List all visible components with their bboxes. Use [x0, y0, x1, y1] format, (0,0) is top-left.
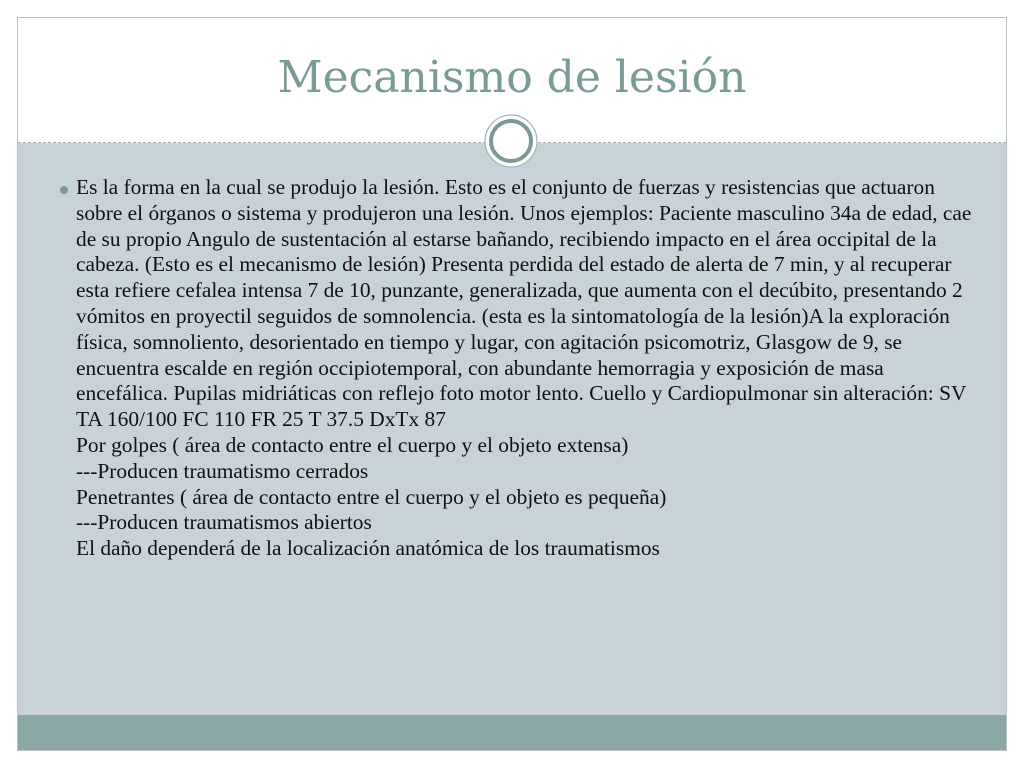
- bullet-item: [60, 175, 980, 562]
- content-area: [18, 143, 1006, 715]
- bullet-line-penetrantes: Penetrantes ( área de contacto entre el cuerpo y el objeto es pequeña): [76, 484, 667, 509]
- footer-band: [18, 715, 1006, 750]
- bullet-line-dano: El daño dependerá de la localización anatómica de los traumatismos: [76, 536, 660, 561]
- bullet-line-abiertos: ---Producen traumatismos abiertos: [76, 510, 372, 535]
- bullet-text: [76, 175, 980, 562]
- bullet-paragraph: Es la forma en la cual se produjo la lesión. Esto es el conjunto de fuerzas y resistencias que actuaron sobre el órganos o sistema y produjeron una lesión. Unos ejemplos: Paciente masculino 34a de edad, cae de su propio Angulo de sustentación al estarse bañando, recibiendo impacto en el área occipital de la cabeza. (Esto es el mecanismo de lesión) Presenta perdida del estado de alerta de 7 min, y al recuperar esta refiere cefalea intensa 7 de 10, punzante, generalizada, que aumenta con el decúbito, presentando 2 vómitos en proyectil seguidos de somnolencia. (esta es la sintomatología de la lesión)A la exploración física, somnoliento, desorientado en tiempo y lugar, con agitación psicomotriz, Glasgow de 9, se encuentra escalde en región occipiotemporal, con abundante hemorragia y exposición de masa encefálica. Pupilas midriáticas con reflejo foto motor lento. Cuello y Cardiopulmonar sin alteración: SV TA 160/100 FC 110 FR 25 T 37.5 DxTx 87: [76, 175, 972, 432]
- circle-ornament-icon: [483, 113, 539, 169]
- bullet-dot-icon: [60, 186, 68, 194]
- bullet-line-cerrados: ---Producen traumatismo cerrados: [76, 458, 369, 483]
- bullet-line-golpes: Por golpes ( área de contacto entre el cuerpo y el objeto extensa): [76, 432, 629, 457]
- slide-title: Mecanismo de lesión: [277, 52, 747, 103]
